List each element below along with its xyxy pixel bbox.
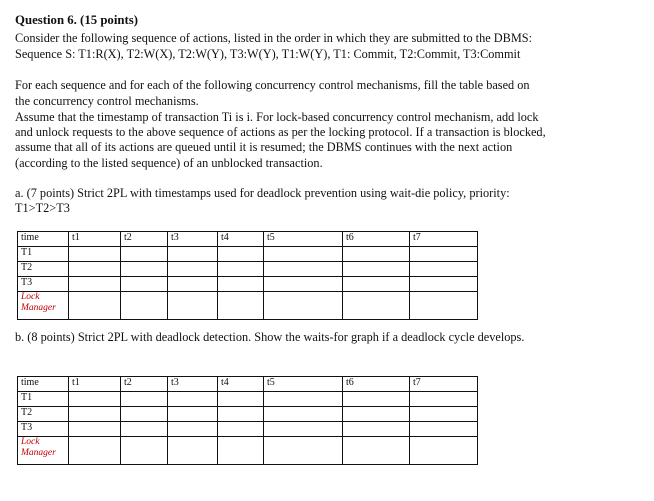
table-b-row-t3 [18, 422, 478, 437]
table-cell[interactable] [168, 392, 218, 407]
paragraph-line-5: assume that all of its actions are queued until it is resumed; the DBMS continues with the next action [15, 140, 513, 154]
schedule-table-b [17, 376, 478, 465]
header-t5: t5 [264, 232, 343, 247]
table-cell[interactable] [343, 437, 410, 465]
table-cell[interactable] [343, 247, 410, 262]
header-t1: t1 [69, 232, 121, 247]
paragraph-line-2: the concurrency control mechanisms. [15, 94, 199, 108]
table-cell[interactable] [69, 247, 121, 262]
table-cell[interactable] [69, 392, 121, 407]
header-t2: t2 [121, 232, 168, 247]
header-t3: t3 [168, 232, 218, 247]
table-a-header-row [18, 232, 478, 247]
table-cell[interactable] [343, 407, 410, 422]
table-cell[interactable] [264, 277, 343, 292]
sequence-line: Sequence S: T1:R(X), T2:W(X), T2:W(Y), T3:W(Y), T1:W(Y), T1: Commit, T2:Commit, T3:Commit [15, 47, 521, 61]
table-cell[interactable] [264, 422, 343, 437]
part-a-line-1: a. (7 points) Strict 2PL with timestamps used for deadlock prevention using wait-die policy, priority: [15, 186, 510, 200]
table-cell[interactable] [218, 262, 264, 277]
table-cell[interactable] [410, 277, 478, 292]
table-cell[interactable] [168, 292, 218, 320]
table-cell[interactable] [343, 277, 410, 292]
table-cell[interactable] [168, 437, 218, 465]
table-cell[interactable] [264, 392, 343, 407]
table-cell[interactable] [121, 262, 168, 277]
header-t7: t7 [410, 377, 478, 392]
lock-label-line-2: Manager [21, 303, 56, 313]
table-cell[interactable] [410, 422, 478, 437]
table-cell[interactable] [410, 437, 478, 465]
table-cell[interactable] [343, 292, 410, 320]
table-a-row-lock-manager [18, 292, 478, 320]
table-cell[interactable] [121, 247, 168, 262]
table-a-row-t1 [18, 247, 478, 262]
row-label: T3 [18, 277, 69, 292]
row-label: T1 [18, 247, 69, 262]
part-a-line-2: T1>T2>T3 [15, 201, 70, 215]
paragraph-line-4: and unlock requests to the above sequence of actions as per the locking protocol. If a transaction is blocked, [15, 125, 546, 139]
table-cell[interactable] [69, 407, 121, 422]
schedule-table-a [17, 231, 478, 320]
lock-manager-label [18, 437, 69, 465]
table-cell[interactable] [69, 437, 121, 465]
part-b-line: b. (8 points) Strict 2PL with deadlock detection. Show the waits-for graph if a deadlock cycle develops. [15, 330, 525, 344]
row-label: T3 [18, 422, 69, 437]
table-cell[interactable] [168, 422, 218, 437]
table-cell[interactable] [218, 392, 264, 407]
row-label: T2 [18, 262, 69, 277]
table-cell[interactable] [343, 262, 410, 277]
header-t4: t4 [218, 377, 264, 392]
table-cell[interactable] [121, 292, 168, 320]
header-t2: t2 [121, 377, 168, 392]
table-cell[interactable] [264, 247, 343, 262]
header-t5: t5 [264, 377, 343, 392]
lock-label-line-2: Manager [21, 448, 56, 458]
paragraph-line-1: For each sequence and for each of the following concurrency control mechanisms, fill the table based on [15, 78, 530, 92]
table-cell[interactable] [410, 262, 478, 277]
table-cell[interactable] [69, 422, 121, 437]
table-cell[interactable] [410, 247, 478, 262]
header-time: time [18, 232, 69, 247]
header-t6: t6 [343, 377, 410, 392]
row-label: T2 [18, 407, 69, 422]
row-label: T1 [18, 392, 69, 407]
header-t3: t3 [168, 377, 218, 392]
table-cell[interactable] [410, 407, 478, 422]
header-t7: t7 [410, 232, 478, 247]
table-cell[interactable] [121, 392, 168, 407]
table-cell[interactable] [218, 422, 264, 437]
table-cell[interactable] [218, 247, 264, 262]
table-cell[interactable] [168, 247, 218, 262]
table-cell[interactable] [218, 277, 264, 292]
table-cell[interactable] [410, 392, 478, 407]
table-cell[interactable] [218, 407, 264, 422]
table-cell[interactable] [218, 292, 264, 320]
table-cell[interactable] [121, 407, 168, 422]
table-cell[interactable] [264, 262, 343, 277]
table-b-header-row [18, 377, 478, 392]
table-cell[interactable] [121, 422, 168, 437]
table-b-row-t1 [18, 392, 478, 407]
table-cell[interactable] [69, 262, 121, 277]
table-cell[interactable] [264, 407, 343, 422]
table-cell[interactable] [168, 407, 218, 422]
header-t6: t6 [343, 232, 410, 247]
header-time: time [18, 377, 69, 392]
paragraph-line-3: Assume that the timestamp of transaction Ti is i. For lock-based concurrency control mechanism, add lock [15, 110, 539, 124]
lock-label-line-1: Lock [21, 437, 40, 447]
lock-manager-label [18, 292, 69, 320]
table-cell[interactable] [264, 292, 343, 320]
table-cell[interactable] [410, 292, 478, 320]
table-cell[interactable] [218, 437, 264, 465]
header-t4: t4 [218, 232, 264, 247]
intro-line-1: Consider the following sequence of actions, listed in the order in which they are submitted to the DBMS: [15, 31, 533, 45]
table-cell[interactable] [343, 422, 410, 437]
table-cell[interactable] [264, 437, 343, 465]
table-cell[interactable] [121, 277, 168, 292]
table-cell[interactable] [168, 277, 218, 292]
question-title: Question 6. (15 points) [15, 13, 139, 27]
table-cell[interactable] [121, 437, 168, 465]
table-cell[interactable] [343, 392, 410, 407]
header-t1: t1 [69, 377, 121, 392]
table-b-row-lock-manager [18, 437, 478, 465]
table-a-row-t2 [18, 262, 478, 277]
table-b-row-t2 [18, 407, 478, 422]
lock-label-line-1: Lock [21, 292, 40, 302]
table-a-row-t3 [18, 277, 478, 292]
paragraph-line-6: (according to the listed sequence) of an unblocked transaction. [15, 156, 323, 170]
table-cell[interactable] [168, 262, 218, 277]
table-cell[interactable] [69, 292, 121, 320]
table-cell[interactable] [69, 277, 121, 292]
